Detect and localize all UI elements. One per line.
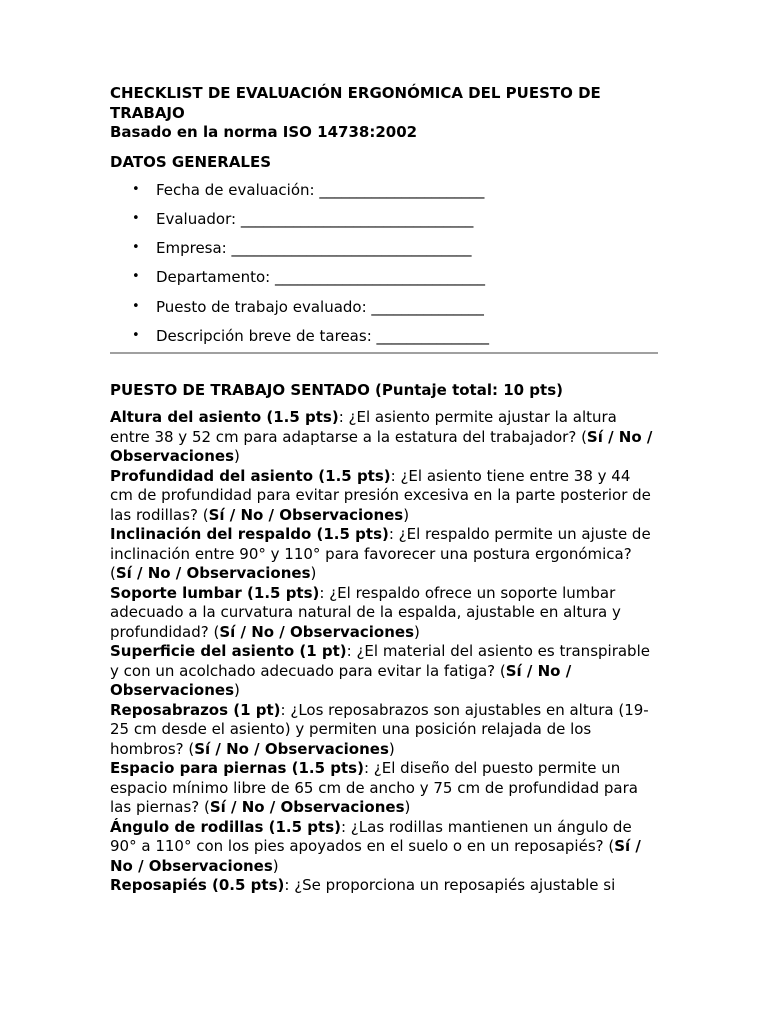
list-item [110, 180, 658, 200]
checklist-item: Profundidad del asiento (1.5 pts): ¿El asiento tiene entre 38 y 44 cm de profundidad para evitar presión excesiva en la parte posterior de las rodillas? (Sí / No / Observaciones) [110, 466, 651, 524]
datos-generales-list [110, 180, 658, 346]
item-label: Ángulo de rodillas (1.5 pts) [110, 817, 341, 836]
checklist-item: Reposabrazos (1 pt): ¿Los reposabrazos son ajustables en altura (19-25 cm desde el asiento) y permiten una posición relajada de los hombros? (Sí / No / Observaciones) [110, 700, 649, 758]
bullet-icon: • [132, 210, 140, 226]
item-question: : ¿El respaldo permite un ajuste de inclinación entre 90° y 110° para favorecer una postura ergonómica? ( [110, 525, 651, 583]
field-departamento: Departamento: ____________________________ [156, 268, 485, 287]
field-descripcion: Descripción breve de tareas: _______________ [156, 326, 490, 345]
item-label: Altura del asiento (1.5 pts) [110, 408, 339, 427]
datos-generales-heading: DATOS GENERALES [110, 152, 272, 171]
bullet-icon: • [132, 298, 140, 314]
sentado-heading: PUESTO DE TRABAJO SENTADO (Puntaje total: 10 pts) [110, 381, 563, 400]
document-subtitle: Basado en la norma ISO 14738:2002 [110, 123, 418, 141]
bullet-icon: • [132, 181, 140, 197]
checklist-item: Soporte lumbar (1.5 pts): ¿El respaldo ofrece un soporte lumbar adecuado a la curvatura natural de la espalda, ajustable en altura y profundidad? (Sí / No / Observaciones) [110, 583, 621, 641]
answer-options: Sí / No / Observaciones [219, 622, 414, 641]
item-label: Reposapiés (0.5 pts) [110, 876, 285, 895]
bullet-icon: • [132, 269, 140, 285]
item-question: : ¿Las rodillas mantienen un ángulo de 90° a 110° con los pies apoyados en el suelo o en un reposapiés? ( [110, 817, 632, 856]
answer-options: Sí / No / Observaciones [110, 427, 653, 466]
answer-options: Sí / No / Observaciones [209, 798, 405, 817]
document-title: CHECKLIST DE EVALUACIÓN ERGONÓMICA DEL PUESTO DE TRABAJO [110, 84, 601, 122]
bullet-icon: • [132, 327, 140, 343]
list-item [110, 238, 658, 258]
checklist-items [110, 408, 658, 896]
item-label: Reposabrazos (1 pt) [110, 700, 281, 719]
item-question: : ¿El respaldo ofrece un soporte lumbar adecuado a la curvatura natural de la espalda, ajustable en altura y profundidad? ( [110, 583, 621, 641]
item-label: Soporte lumbar (1.5 pts) [110, 583, 320, 602]
item-question: : ¿El material del asiento es transpirable y con un acolchado adecuado para evitar la fatiga? ( [110, 642, 650, 680]
item-question: : ¿El asiento tiene entre 38 y 44 cm de profundidad para evitar presión excesiva en la parte posterior de las rodillas? ( [110, 466, 651, 524]
horizontal-divider [110, 352, 658, 354]
answer-options: Sí / No / Observaciones [110, 837, 641, 875]
checklist-item: Altura del asiento (1.5 pts): ¿El asiento permite ajustar la altura entre 38 y 52 cm para adaptarse a la estatura del trabajador? (Sí / No / Observaciones) [110, 408, 653, 466]
document-page [110, 84, 658, 896]
answer-options: Sí / No / Observaciones [194, 739, 389, 758]
item-question: : ¿Se proporciona un reposapiés ajustable si [284, 876, 616, 895]
list-item [110, 267, 658, 287]
checklist-item: Inclinación del respaldo (1.5 pts): ¿El respaldo permite un ajuste de inclinación entre 90° y 110° para favorecer una postura ergonómica? (Sí / No / Observaciones) [110, 525, 651, 583]
field-evaluador: Evaluador: _______________________________ [156, 209, 474, 228]
item-question: : ¿El diseño del puesto permite un espacio mínimo libre de 65 cm de ancho y 75 cm de profundidad para las piernas? ( [110, 759, 638, 817]
answer-options: Sí / No / Observaciones [115, 564, 311, 583]
list-item [110, 297, 658, 317]
field-fecha: Fecha de evaluación: ______________________ [156, 180, 485, 199]
item-label: Espacio para piernas (1.5 pts) [110, 759, 364, 778]
item-label: Superficie del asiento (1 pt) [110, 642, 347, 661]
list-item [110, 209, 658, 229]
item-question: : ¿Los reposabrazos son ajustables en altura (19-25 cm desde el asiento) y permiten una posición relajada de los hombros? ( [110, 700, 649, 758]
field-puesto: Puesto de trabajo evaluado: _______________ [156, 297, 484, 316]
answer-options: Sí / No / Observaciones [110, 661, 572, 700]
item-label: Inclinación del respaldo (1.5 pts) [110, 525, 389, 544]
checklist-item: Ángulo de rodillas (1.5 pts): ¿Las rodillas mantienen un ángulo de 90° a 110° con los pies apoyados en el suelo o en un reposapiés? (Sí / No / Observaciones) [110, 817, 641, 875]
answer-options: Sí / No / Observaciones [208, 505, 404, 524]
bullet-icon: • [132, 240, 140, 256]
item-label: Profundidad del asiento (1.5 pts) [110, 466, 391, 485]
item-question: : ¿El asiento permite ajustar la altura entre 38 y 52 cm para adaptarse a la estatura del trabajador? ( [110, 408, 617, 446]
checklist-item: Superficie del asiento (1 pt): ¿El material del asiento es transpirable y con un acolchado adecuado para evitar la fatiga? (Sí / No / Observaciones) [110, 642, 650, 700]
field-empresa: Empresa: ________________________________ [156, 239, 472, 258]
list-item [110, 326, 658, 346]
checklist-item: Espacio para piernas (1.5 pts): ¿El diseño del puesto permite un espacio mínimo libre de 65 cm de ancho y 75 cm de profundidad para las piernas? (Sí / No / Observaciones) [110, 759, 638, 817]
checklist-item [110, 876, 658, 896]
